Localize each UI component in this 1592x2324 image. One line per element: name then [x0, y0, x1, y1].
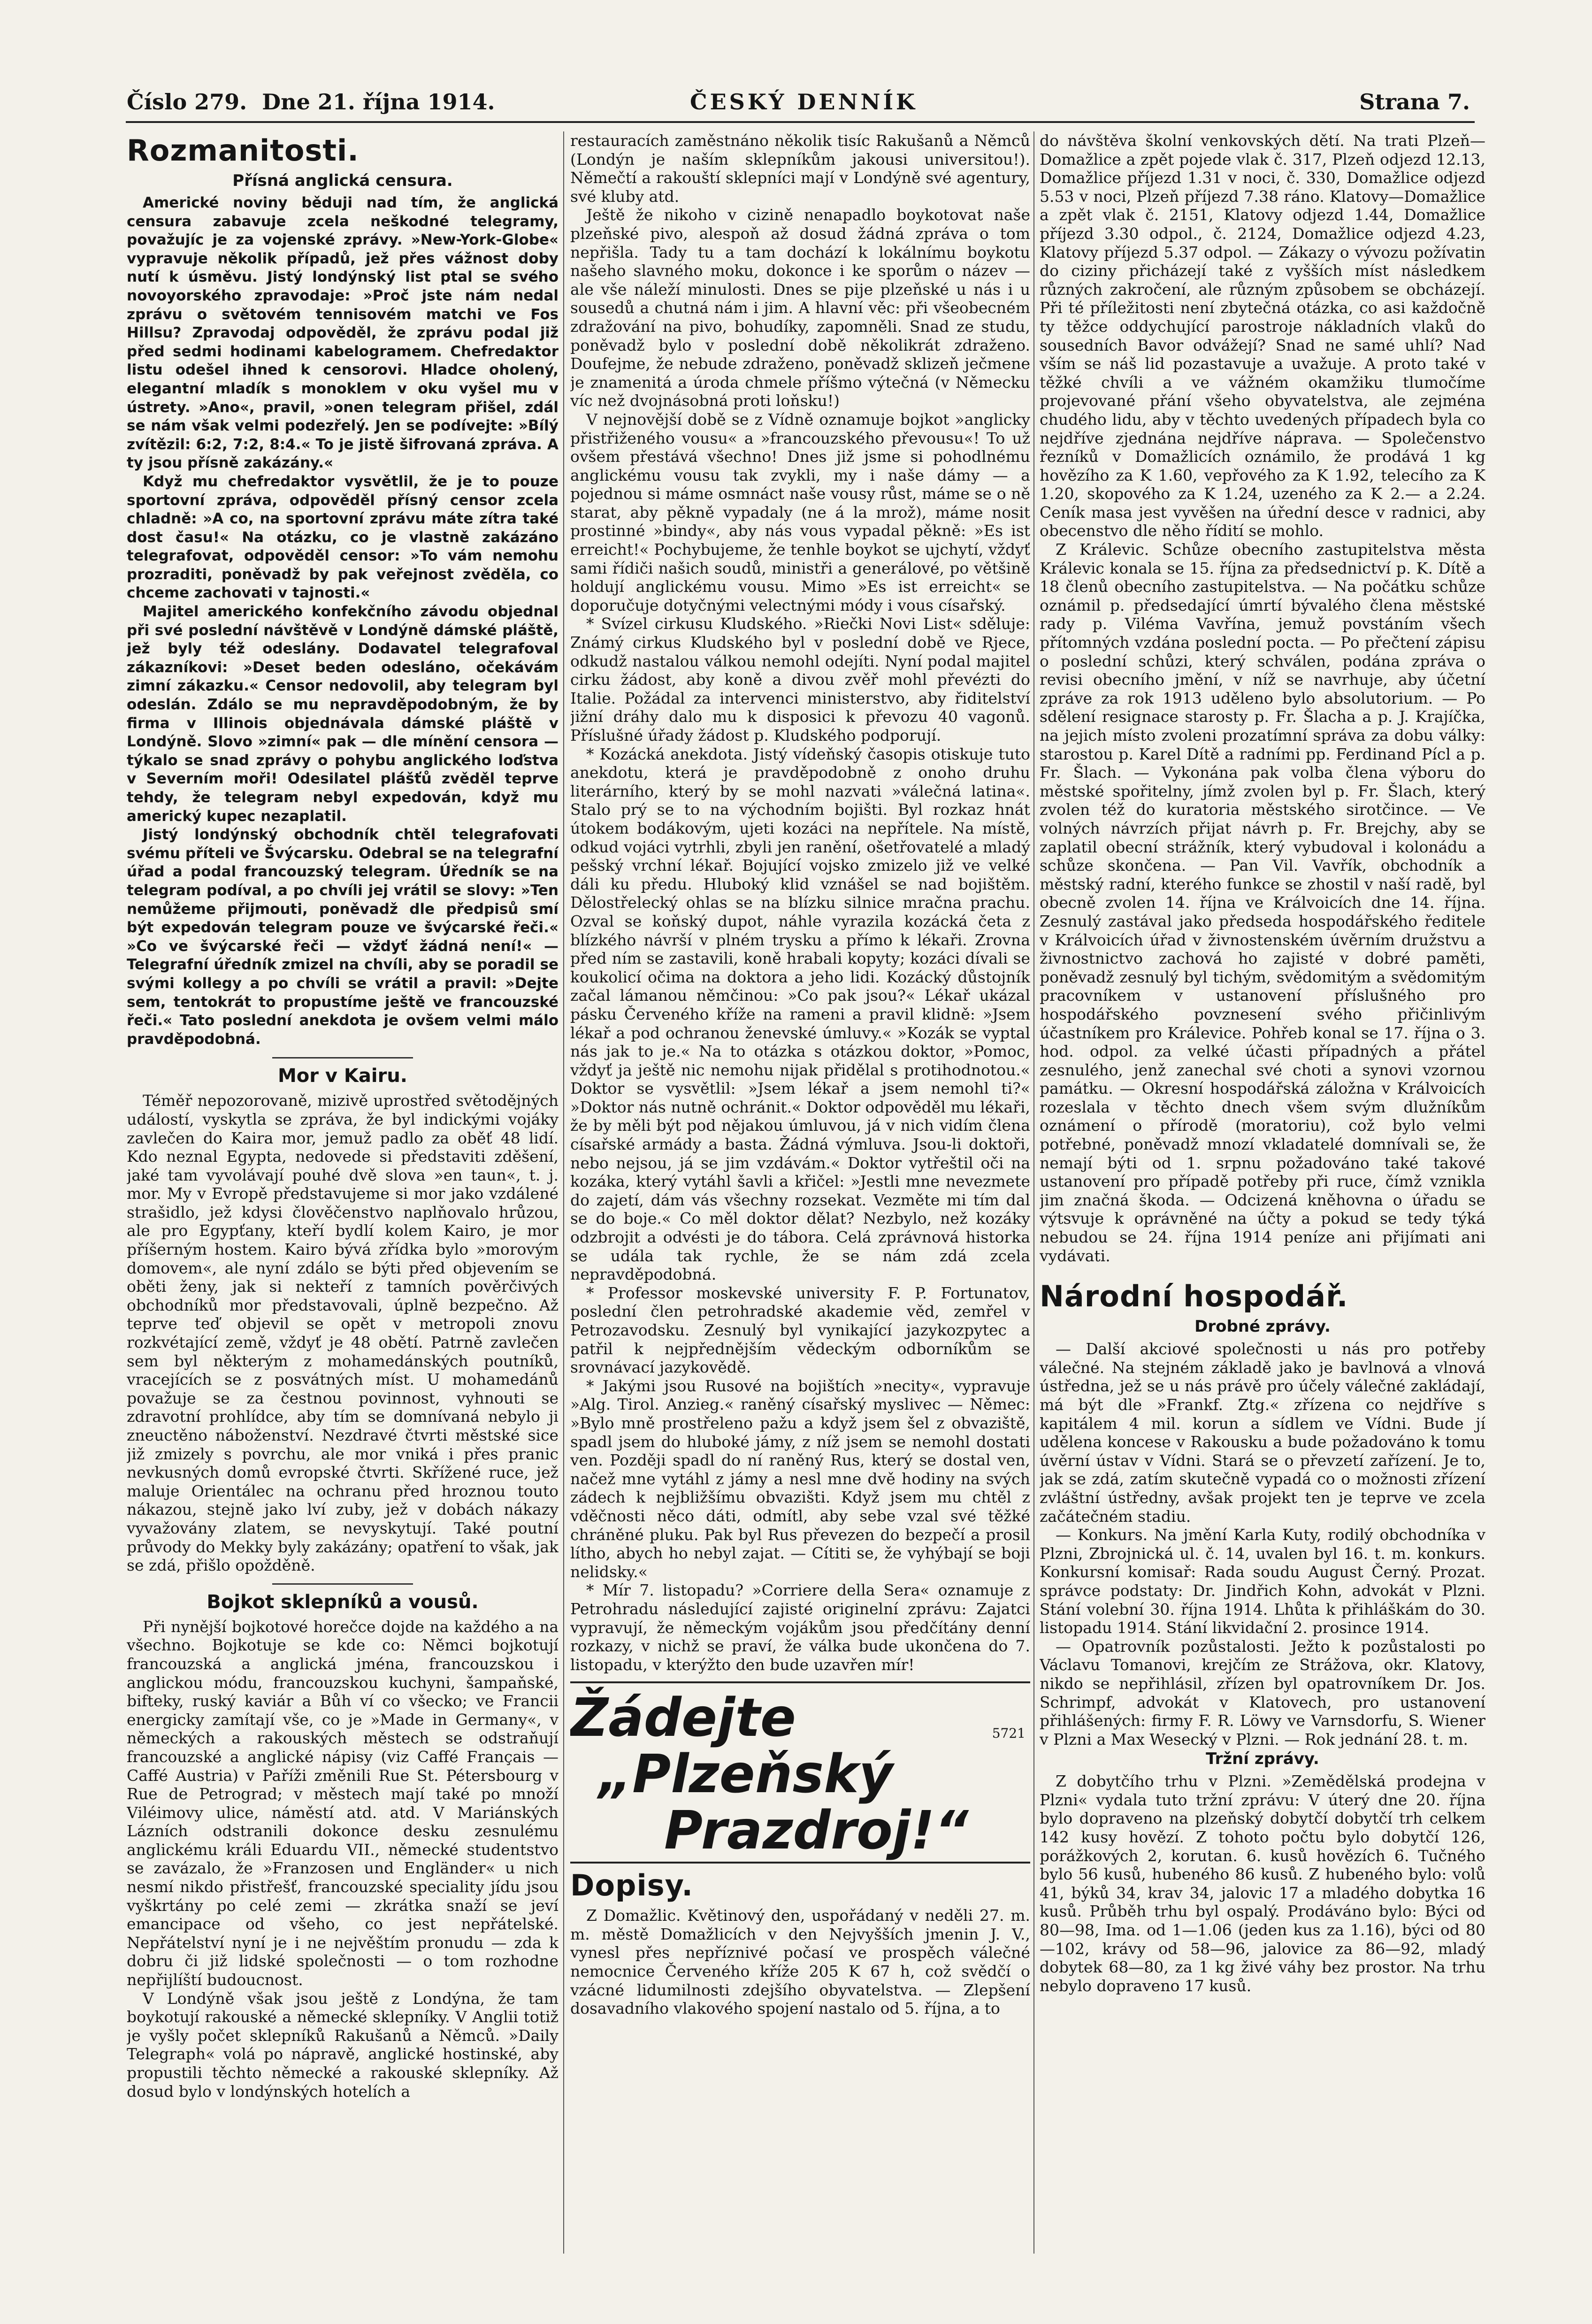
article-paragraph: Americké noviny běduji nad tím, že anglická censura zabavuje zcela neškodné telegramy, považujíc je za vojenské zprávy. »New-York-Globe« vypravuje několik případů, jež přes vážnost doby nutí k úsměvu. Jistý londýnský list ptal se svého novoyorského zpravodaje: »Proč jste nám nedal zprávu o světovém tennisovém matchi ve Fos Hillsu? Zpravodaj odpověděl, že zprávu podal již před sedmi hodinami kabelogramem. Chefredaktor listu odešel ihned k censorovi. Hladce oholený, elegantní mladík s monoklem v oku vyšel mu v ústrety. »Ano«, pravil, »onen telegram přišel, zdál se nám však velmi podezřelý. Jen se podívejte: »Bílý zvítězil: 6:2, 7:2, 8:4.« To je jistě šifrovaná zpráva. A ty jsou přísně zakázány.«	[127, 194, 559, 472]
divider	[272, 1583, 413, 1585]
column-3	[1040, 131, 1485, 2268]
news-item: Z dobytčího trhu v Plzni. »Zemědělská prodejna v Plzni« vydala tuto tržní zprávu: V úterý dne 20. října bylo dopraveno na plzeňský dobytčí dobytčí trh celkem 142 kusy hovězí. Z tohoto počtu bylo dobytčí 126, porážkových 2, korutan. 6. kusů hovězích 6. Tučného bylo 56 kusů, hubeného 86 kusů. Z hubeného bylo: volů 41, býků 34, krav 34, jalovic 17 a mladého dobytka 16 kusů. Průběh trhu byl ospalý. Prodáváno bylo: Býci od 80—98, Ima. od 1—1.06 (jeden kus za 1.16), býci od 80—102, krávy od 58—96, jalovice za 86—92, mladý dobytek 68—80, za 1 kg živé váhy bez prostor. Na trhu nebylo dopraveno 17 kusů.	[1040, 1772, 1485, 1995]
article-paragraph: Když mu chefredaktor vysvětlil, že je to pouze sportovní zpráva, odpověděl přísný censor zcela chladně: »A co, na sportovní zprávu máte zítra také dost času!« Na otázku, co je vlastně zakázáno telegrafovat, odpověděl censor: »To vám nemohu prozraditi, poněvadž by pak veřejnost zvěděla, co chceme zachovati v tajnosti.«	[127, 473, 559, 602]
section-title: Národní hospodář.	[1040, 1279, 1348, 1314]
ad-line: Žádejte	[570, 1687, 796, 1749]
ad-line: „Plzeňský	[598, 1744, 893, 1805]
news-item: — Další akciové společnosti u nás pro potřeby válečné. Na stejném základě jako je bavlnová a vlnová ústředna, jež se u nás právě pro účely válečné zakládají, má být dle »Frankf. Ztg.« zřízena co nejdříve s kapitálem 4 mil. korun a sídlem ve Vídni. Bude jí udělena koncese v Rakousku a bude požadováno k tomu úvěrní ústav v Vídni. Stará se o převzetí zařízení. Je to, jak se zdá, zatím skutečně vypadá co o možnosti zřízení zvláštní ústředny, avšak projekt ten je teprve ve zcela začátečném stadiu.	[1040, 1340, 1485, 1526]
issue-date: Dne 21. října 1914.	[262, 89, 495, 115]
article-paragraph: Při nynější bojkotové horečce dojde na každého a na všechno. Bojkotuje se kde co: Němci bojkotují francouzská a anglická jména, francouzskou i anglickou módu, francouzskou kuchyni, šampaňské, bifteky, ruský kaviár a Bůh ví co všecko; ve Francii energicky zamítají vše, co je »Made in Germany«, v německých a rakouských městech se odstraňují francouzské a anglické nápisy (viz Caffé Français — Caffé Austria) v Paříži změnili Rue St. Pétersbourg v Rue de Petrograd; v městech mají také po množí Viléimovy ulice, náměstí atd. atd. V Mariánských Lázních odstranili dokonce desku zesnulému anglickému králi Eduardu VII., německé studentstvo se zavázalo, že »Franzosen und Engländer« u nich nesmí nikdo přistřešť, francouzské speciality jídu jsou vyškrtány po celé zemi — zkrátka snaží se jeví emancipace od všeho, co jest nepřátelské. Nepřátelství nyní je i ne nejvěštím pronudu — zda k dobru či již lidské společnosti — o tom rozhodne nepřijlíští budoucnost.	[127, 1617, 559, 1989]
divider	[272, 1057, 413, 1058]
article-paragraph: restauracích zaměstnáno několik tisíc Rakušanů a Němců (Londýn je naším sklepníkům jakousi universitou!). Němečtí a rakouští sklepníci mají v Londýně své agentury, své kluby atd.	[570, 131, 1030, 206]
advertisement	[570, 1681, 1030, 1864]
article-title: Bojkot sklepníků a vousů.	[207, 1591, 479, 1613]
ad-number: 5721	[992, 1726, 1026, 1741]
column-divider	[1033, 131, 1034, 2254]
subsection-title: Tržní zprávy.	[1206, 1749, 1319, 1769]
article-paragraph: Téměř nepozorovaně, mizivě uprostřed světodějných událostí, vyskytla se zpráva, že byl indickými vojáky zavlečen do Kaira mor, jemuž padlo za oběť 48 lidí. Kdo neznal Egypta, nedovede si představiti zděšení, jaké tam vyvolávají pouhé dvě slova »en taun«, t. j. mor. My v Evropě představujeme si mor jako vzdálené strašidlo, jež kdysi člověčenstvo naplňovalo hrůzou, ale pro Egypťany, kteří bydlí kolem Kairo, je mor příšerným hostem. Kairo bývá zřídka bylo »morovým domovem«, ale nyní zdálo se býti před objevením se oběti ženy, jak si nekteří z tamních pověrčivých obchodníků mor představovali, úplně bezpečno. Až teprve teď objevil se opět v metropoli znovu rozkvétající země, vždyť je 48 obětí. Patrně zavlečen sem byl některým z mohamedánských poutníků, vracejících se z posvátných míst. U mohamedánů považuje se za čestnou povinnost, vyhnouti se zdravotní prohlídce, aby tím se domnívaná nebylo ji zneuctěno náboženství. Nezdravé čtvrti městské sice již zmizely s povrchu, ale mor vniká i přes pranic nevkusných domů evropské čtvrti. Skřížené ruce, jež maluje Orientálec na ochranu před hroznou touto nákazou, stejně jako lví zuby, jež v dobách nákazy vyvažovány zlatem, se nevyskytují. Také poutní průvody do Mekky byly zakázány; opatření to však, jak se zdá, přišlo opožděně.	[127, 1091, 559, 1575]
header-rule	[126, 121, 1475, 123]
article-title: Přísná anglická censura.	[232, 171, 453, 190]
masthead: ČESKÝ DENNÍK	[690, 89, 918, 115]
news-item: * Svízel cirkusu Kludského. »Riečki Novi List« sděluje: Známý cirkus Kludského byl v poslední době ve Rjece, odkudž nastalou válkou nemohl odejíti. Nyní podal majitel cirku žádost, aby koně a divou zvěř mohl převézti do Italie. Požádal za intervenci ministerstvo, aby řiditelství jižní dráhy dalo mu k disposici k převozu 40 vagonů. Příslušné úřady žádost p. Kludského podporují.	[570, 614, 1030, 744]
article-paragraph: Jistý londýnský obchodník chtěl telegrafovati svému příteli ve Švýcarsku. Odebral se na telegrafní úřad a podal francouzský telegram. Úředník se na telegram podíval, a po chvíli jej vrátil se slovy: »Ten nemůžeme přijmouti, poněvadž dle předpisů smí být expedován telegram pouze ve švýcarské řeči.« »Co ve švýcarské řeči — vždyť žádná není!« — Telegrafní úředník zmizel na chvíli, aby se poradil se svými kollegy a po chvíli se vrátil a pravil: »Dejte sem, tentokrát to propustíme ještě ve francouzské řeči.« Tato poslední anekdota je ovšem velmi málo pravděpodobná.	[127, 826, 559, 1048]
article-paragraph: Z Domažlic. Květinový den, uspořádaný v neděli 27. m. m. městě Domažlicích v den Nejvyšších jmenin J. V., vynesl přes nepříznivé počasí ve prospěch válečné nemocnice Červeného kříže 205 K 67 h, což svědčí o vzácné lidumilnosti zdejšího obyvatelstva. — Zlepšení dosavadního vlakového spojení nastalo od 5. října, a to	[570, 1906, 1030, 2018]
page-number: Strana 7.	[1359, 89, 1470, 115]
article-paragraph: Ještě že nikoho v cizině nenapadlo boykotovat naše plzeňské pivo, alespoň až dosud žádná zpráva o tom nepřišla. Tady tu a tam dochází k lokálnímu boykotu našeho slavného moku, dokonce i ke sporům o název — ale vše náleží minulosti. Dnes se pije plzeňské u nás i u sousedů a chutná nám i jim. A hlavní věc: při všeobecném zdražování na pivo, bohudíky, zapomněli. Snad ze studu, poněvadž bylo v poslední době několikrát zdraženo. Doufejme, že nebude zdraženo, poněvadž sklizeň ječmene je znamenitá a úroda chmele příšmo výtečná (v Německu víc než dvojnásobná proti loňsku!)	[570, 206, 1030, 410]
column-divider	[563, 131, 564, 2254]
news-item: * Kozácká anekdota. Jistý vídeňský časopis otiskuje tuto anekdotu, která je pravděpodobně z onoho druhu literárního, který by se mohl nazvati »válečná latina«. Stalo prý se to na východním bojišti. Byl rozkaz hnát útokem bodákovým, ujeti kozáci na nepřítele. Na místě, odkud vojáci vytrhli, zbyli jen ranění, ošetřovatelé a mladý pešský vrchní lékař. Bojující vojsko zmizelo již ve velké dáli ku předu. Hluboký klid vznášel se nad bojištěm. Dělostřelecký ohlas se na blízku silnice mračna prachu. Ozval se koňský dupot, náhle vyrazila kozácká četa z blízkého návrší v plném trysku a přímo k lékaři. Zrovna před ním se zastavili, koně hrabali kopyty; kozáci dívali se koukolicí očima na doktora a jeho lidi. Kozácký důstojník začal lámanou němčinou: »Co pak jsou?« Lékař ukázal pásku Červeného kříže na rameni a pravil klidně: »Jsem lékař a pod ochranou ženevské úmluvy.« »Kozák se vyptal nás jak to je.« Na to otázka s otázkou doktor, »Pomoc, vždyť ja ještě nic nemohu nijak přidělal s protihodnotou.« Doktor se vysvětlil: »Jsem lékař a jsem nemohl ti?« »Doktor nás nutně ochránit.« Doktor odpověděl mu lékaři, že by měli být pod nějakou úmluvou, já v nich vidím člena císařské armády a basta. Žádná výmluva. Jsou-li doktoři, nebo nejsou, já se jim vzdávám.« Doktor vytřeštil oči na kozáka, který vytáhl šavli a křičel: »Jestli mne nevezmete do zajetí, dám vás všechny rozsekat. Vezměte mi tím dal se do boje.« Co měl doktor dělat? Nezbylo, než kozáky odzbrojit a odvésti je do tábora. Celá zprávnová historka se udála tak rychle, že se nám zdá zcela nepravděpodobná.	[570, 744, 1030, 1284]
column-1	[127, 131, 559, 2268]
news-item: * Professor moskevské university F. P. Fortunatov, poslední člen petrohradské akademie věd, zemřel v Petrozavodsku. Zesnulý byl vynikající jazykozpytec a patřil k nejpřednějším vědeckým odborníkům se srovnávací jazykovědě.	[570, 1283, 1030, 1377]
section-title: Rozmanitosti.	[127, 133, 359, 168]
article-paragraph: V Londýně však jsou ještě z Londýna, že tam boykotují rakouské a německé sklepníky. V Anglii totiž je vyšly počet sklepníků Rakušanů a Němců. »Daily Telegraph« volá po nápravě, anglické hostinské, aby propustili těchto německé a rakouské sklepníky. Až dosud bylo v londýnských hotelích a	[127, 1989, 559, 2101]
article-paragraph: Z Králevic. Schůze obecního zastupitelstva města Králevic konala se 15. října za předsednictví p. K. Dítě a 18 členů obecního zastupitelstva. — Na počátku schůze oznámil p. předsedající úmrtí bývalého člena městské rady p. Viléma Vavřína, jemuž povstáním všech přítomných vzdána poslední pocta. — Po přečtení zápisu o poslední schůzi, který schválen, podána zpráva o revisi obecního jmění, v níž se navrhuje, aby účetní zpráve za rok 1913 uděleno bylo absolutorium. — Po sdělení resignace starosty p. Fr. Šlacha a p. J. Krajíčka, na jejich místo zvoleni prozatímní správa za dobu války: starostou p. Karel Dítě a radními pp. Ferdinand Pícl a p. Fr. Šlach. — Vykonána pak volba člena výboru do městské spořitelny, jímž zvolen byl p. Fr. Šlach, který zvolen též do kuratoria městského sirotčince. — Ve volných návrzích přijat návrh p. Fr. Brejchy, aby se zaplatil obecní strážník, který vybudoval i kolonádu a schůze skončena. — Pan Vil. Vavřík, obchodník a městský radní, kterého funkce se zhostil v naší radě, byl obecně zvolen 14. října ve Králvoicích dne 14. října. Zesnulý zastával jako předseda hospodářského ředitele v Králvoicích úřad v živnostenském úvěrním družstvu a živnostnictvo zachová ho zajisté v dobré paměti, poněvadž zesnulý byl tichým, svědomitým a svědomitým pracovníkem v ustanovení příslušného pro hospodářského povznesení svého přičinlivým účastníkem pro Králevice. Pohřeb konal se 17. října o 3. hod. odpol. za velké účasti případných a přátel zesnulého, jenž zanechal své choti a synovi vzornou památku. — Okresní hospodářská záložna v Králvoicích rozeslala v těchto dnech všem svým dlužníkům oznámení o přírodě (moratoriu), což bylo velmi potřebné, poněvadž mnozí vkladatelé domnívali se, že nemají býti od 1. srpnu požadováno také takové ustanovení pro případě potřeby při ruce, čímž vznikla jim značná škoda. — Odcizená kněhovna o úřadu se výtsvuje k oprávněné na účty a pokud se tedy týká nebudou se 24. října 1914 peníze ani přijímati ani vydávati.	[1040, 540, 1485, 1265]
column-2	[570, 131, 1030, 2268]
article-paragraph: do návštěva školní venkovských dětí. Na trati Plzeň—Domažlice a zpět pojede vlak č. 317, Plzeň odjezd 12.13, Domažlice příjezd 1.31 v noci, č. 330, Domažlice odjezd 5.53 v noci, Plzeň příjezd 7.38 ráno. Klatovy—Domažlice a zpět vlak č. 2151, Klatovy odjezd 1.44, Domažlice příjezd 3.30 odpol., č. 2124, Domažlice odjezd 4.23, Klatovy příjezd 5.37 odpol. — Zákazy o vývozu požívatin do ciziny přicházejí také z vyšších míst následkem různých zakročení, ale různým způsobem se obcházejí. Při té příležitosti není zbytečná otázka, co asi každočně ty těžce oddychující parostroje nákladních vlaků do sousedních Bavor odvážejí? Snad ne samé uhlí? Nad vším se náš lid pozastavuje a uvažuje. A proto také v těžké chvíli a ve vážném okamžiku tlumočíme projevované přání všeho obyvatelstva, ale zejména chudého lidu, aby v těchto uvedených případech byla co nejdříve zjednána nejdříve náprava. — Společenstvo řezníků v Domažlicích oznámilo, že prodává 1 kg hovězího za K 1.60, vepřového za K 1.92, telecího za K 1.20, skopového za K 1.24, uzeného za K 2.— a 2.24. Ceník masa jest vyvěšen na úřední desce v radnici, aby obecenstvo dle něho řídití se mohlo.	[1040, 131, 1485, 540]
news-item: — Konkurs. Na jmění Karla Kuty, rodilý obchodníka v Plzni, Zbrojnická ul. č. 14, uvalen byl 16. t. m. konkurs. Konkursní komisař: Rada soudu August Černý. Prozat. správce podstaty: Dr. Jindřich Kohn, advokát v Plzni. Stání volební 30. října 1914. Lhůta k přihláškám do 30. listopadu 1914. Stání likvidační 2. prosince 1914.	[1040, 1526, 1485, 1637]
section-title: Dopisy.	[570, 1868, 693, 1903]
issue-and-date	[127, 89, 495, 115]
news-item: * Mír 7. listopadu? »Corriere della Sera« oznamuje z Petrohradu následující zajisté originelní zprávu: Zajatci vypravují, že německým vojákům jsou předčítány denní rozkazy, v nichž se praví, že válka bude ukončena do 7. listopadu, v kterýžto den bude uzavřen mír!	[570, 1581, 1030, 1674]
news-item: — Opatrovník pozůstalosti. Ježto k pozůstalosti po Václavu Tomanovi, krejčím ze Strážova, okr. Klatovy, nikdo se nepřihlásil, zřízen byl opatrovníkem Dr. Jos. Schrimpf, advokát v Klatovech, pro ustanovení přihlášených: firmy F. R. Löwy ve Varnsdorfu, S. Wiener v Plzni a Max Wesecký v Plzni. — Rok jednání 28. t. m.	[1040, 1637, 1485, 1749]
article-title: Mor v Kairu.	[277, 1065, 408, 1087]
issue-number: Číslo 279.	[127, 89, 247, 115]
ad-line: Prazdroj!“	[664, 1800, 969, 1862]
article-paragraph: V nejnovější době se z Vídně oznamuje bojkot »anglicky přistřiženého vousu« a »francouzského převousu«! To už ovšem přestává všechno! Dnes již jsme si pohodlnému anglickému vousu tak zvykli, my i naše dámy — a pojednou si máme osmnáct naše vousy růst, máme se o ně starat, aby pěkně vypadaly (ne á la mrož), máme nosit prostinné »bindy«, aby nás vous vypadal pěkně: »Es ist erreicht!« Pochybujeme, že tenhle boykot se ujchytí, vždyť sami řídiči našich soudů, ministři a generálové, po většině holdují anglickému vousu. Mimo »Es ist erreicht« se doporučuje dotyčnými velectnými módy i vous císařský.	[570, 410, 1030, 614]
subsection-title: Drobné zprávy.	[1194, 1317, 1331, 1336]
article-paragraph: Majitel amerického konfekčního závodu objednal při své poslední návštěvě v Londýně dámské pláště, jež byly též odeslány. Dodavatel telegrafoval zákazníkovi: »Deset beden odesláno, očekávám zimní zákazku.« Censor nedovolil, aby telegram byl odeslán. Zdálo se mu nepravděpodobným, že by firma v Illinois objednávala dámské pláště v Londýně. Slovo »zimní« pak — dle mínění censora — týkalo se snad zprávy o pohybu anglického loďstva v Severním moři! Odesilatel plášťů zvěděl teprve tehdy, že telegram nebyl expedován, když mu americký kupec nezaplatil.	[127, 603, 559, 825]
news-item: * Jakými jsou Rusové na bojištích »necity«, vypravuje »Alg. Tirol. Anzieg.« raněný císařský myslivec — Němec: »Bylo mně prostřeleno pažu a když jsem šel z obvaziště, spadl jsem do hluboké jámy, z níž jsem se nemohl dostati ven. Později spadl do ní raněný Rus, který se dostal ven, načež mne vytáhl z jámy a nesl mne dvě hodiny na svých zádech k nejbližšímu obvazišti. Když jsem mu chtěl z vděčnosti něco dáti, odmítl, aby sebe vzal své těžké chráněné pluku. Pak byl Rus převezen do bezpečí a prosil lítho, abych ho nebyl zajat. — Cítiti se, že vyhýbají se boji nelidsky.«	[570, 1376, 1030, 1581]
